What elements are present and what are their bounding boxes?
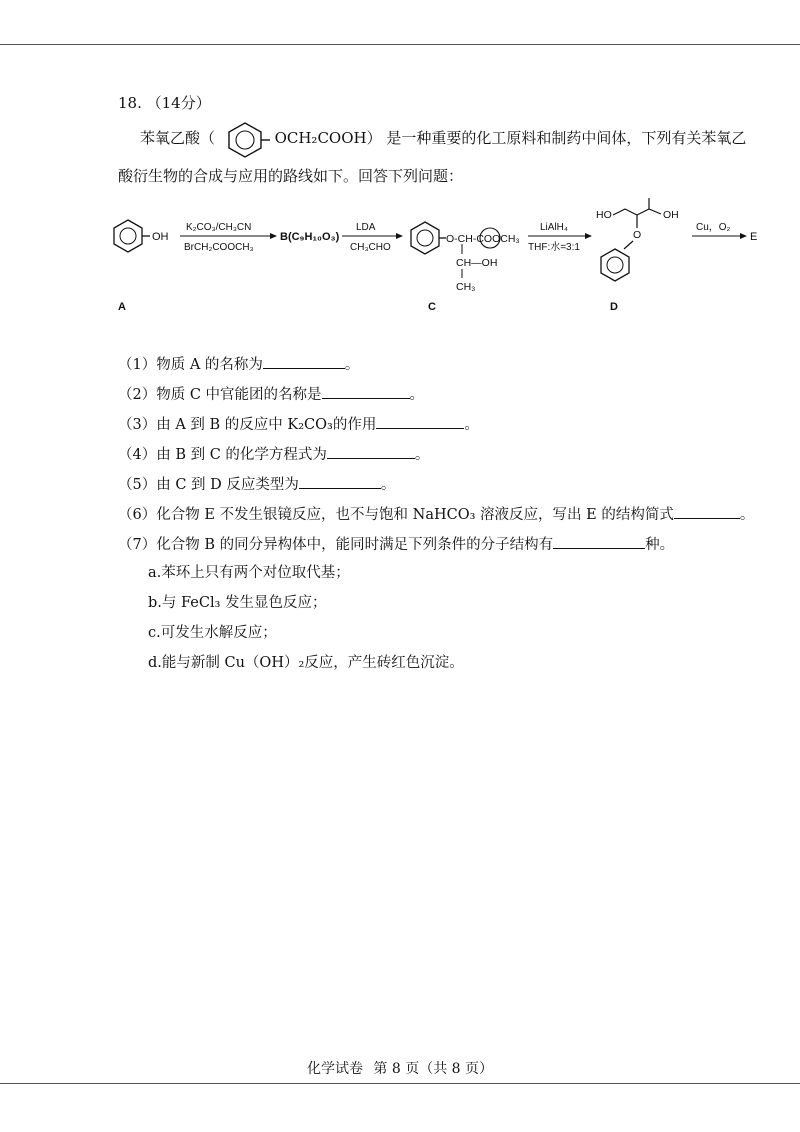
benzene-ring-icon bbox=[220, 120, 270, 158]
footer-page-number: 第 8 页（共 8 页） bbox=[373, 1061, 494, 1077]
compound-d-oh: OH bbox=[663, 209, 679, 221]
sub-question-3-end: 。 bbox=[464, 417, 479, 433]
step3-arrow bbox=[528, 222, 592, 253]
sub-question-7 bbox=[118, 532, 754, 562]
compound-c-chain: O-CH-COOCH₃ bbox=[446, 233, 520, 245]
footer-subject: 化学试卷 bbox=[306, 1061, 363, 1077]
intro-formula: OCH₂COOH） bbox=[274, 129, 382, 147]
sub-question-6-end: 。 bbox=[739, 507, 755, 523]
intro-line-2: 酸衍生物的合成与应用的路线如下。回答下列问题： bbox=[118, 167, 464, 185]
compound-e-label: E bbox=[750, 231, 758, 243]
condition-b: b.与 FeCl₃ 发生显色反应； bbox=[148, 595, 327, 611]
question-number: 18. bbox=[118, 94, 142, 112]
label-d: D bbox=[610, 301, 618, 313]
compound-b-label: B(C₉H₁₀O₃) bbox=[280, 231, 340, 243]
condition-d: d.能与新制 Cu（OH）₂反应，产生砖红色沉淀。 bbox=[148, 655, 464, 671]
synthesis-scheme bbox=[100, 192, 780, 327]
condition-c: c.可发生水解反应； bbox=[148, 625, 277, 641]
sub-question-5-text: （5）由 C 到 D 反应类型为 bbox=[118, 477, 299, 493]
step3-reagent-bottom: THF:水=3:1 bbox=[528, 242, 580, 253]
step1-reagent-bottom: BrCH₂COOCH₃ bbox=[184, 242, 254, 253]
step2-reagent-bottom: CH₃CHO bbox=[350, 242, 391, 253]
answer-blank-4[interactable] bbox=[327, 442, 415, 459]
question-score: （14分） bbox=[146, 94, 211, 112]
step4-reagent-top: Cu，O₂ bbox=[696, 222, 731, 233]
sub-question-7-text: （7）化合物 B 的同分异构体中，能同时满足下列条件的分子结构有 bbox=[118, 537, 554, 553]
compound-d-o: O bbox=[633, 229, 642, 241]
compound-c-side: CH—OH bbox=[456, 257, 498, 269]
step4-arrow bbox=[692, 222, 747, 239]
sub-question-4 bbox=[118, 442, 754, 472]
sub-question-2 bbox=[118, 382, 754, 412]
sub-question-2-end: 。 bbox=[409, 387, 425, 403]
sub-question-6-text: （6）化合物 E 不发生银镜反应，也不与饱和 NaHCO₃ 溶液反应，写出 E 的结构简式 bbox=[118, 507, 674, 523]
compound-d-structure bbox=[596, 198, 679, 281]
answer-blank-7[interactable] bbox=[553, 532, 645, 549]
sub-question-5-end: 。 bbox=[380, 477, 396, 493]
sub-question-5 bbox=[118, 472, 754, 502]
sub-question-4-text: （4）由 B 到 C 的化学方程式为 bbox=[118, 447, 327, 463]
compound-c-methyl: CH₃ bbox=[456, 281, 476, 293]
step2-arrow bbox=[342, 222, 403, 253]
question-list bbox=[118, 352, 754, 682]
label-a: A bbox=[118, 301, 126, 313]
step1-arrow bbox=[180, 222, 277, 253]
step1-reagent-top: K₂CO₃/CH₃CN bbox=[186, 222, 252, 233]
top-rule bbox=[0, 44, 800, 45]
sub-question-6 bbox=[118, 502, 754, 532]
phenol-structure bbox=[114, 220, 169, 252]
answer-blank-5[interactable] bbox=[299, 472, 381, 489]
sub-question-3 bbox=[118, 412, 754, 442]
intro-rest: 是一种重要的化工原料和制药中间体，下列有关苯氧乙 bbox=[386, 129, 747, 147]
compound-d-ho: HO bbox=[596, 209, 612, 221]
answer-blank-2[interactable] bbox=[322, 382, 410, 399]
condition-a: a.苯环上只有两个对位取代基； bbox=[148, 565, 350, 581]
sub-question-7-end: 种。 bbox=[645, 537, 675, 553]
intro-line-1 bbox=[140, 120, 746, 158]
sub-question-1-end: 。 bbox=[344, 357, 360, 373]
compound-c-structure bbox=[411, 222, 520, 293]
sub-question-3-text: （3）由 A 到 B 的反应中 K₂CO₃的作用 bbox=[118, 417, 377, 433]
sub-question-2-text: （2）物质 C 中官能团的名称是 bbox=[118, 387, 322, 403]
sub-question-4-end: 。 bbox=[414, 447, 430, 463]
phenol-oh-label: OH bbox=[152, 231, 169, 243]
answer-blank-3[interactable] bbox=[376, 412, 464, 429]
page-footer bbox=[0, 1058, 800, 1078]
question-header bbox=[118, 92, 211, 113]
label-c: C bbox=[428, 301, 436, 313]
step2-reagent-top: LDA bbox=[356, 222, 376, 233]
step3-reagent-top: LiAlH₄ bbox=[540, 222, 568, 233]
intro-name: 苯氧乙酸（ bbox=[140, 129, 216, 147]
sub-question-1 bbox=[118, 352, 754, 382]
answer-blank-6[interactable] bbox=[674, 502, 740, 519]
bottom-rule bbox=[0, 1083, 800, 1084]
sub-question-1-text: （1）物质 A 的名称为 bbox=[118, 357, 263, 373]
answer-blank-1[interactable] bbox=[263, 352, 345, 369]
